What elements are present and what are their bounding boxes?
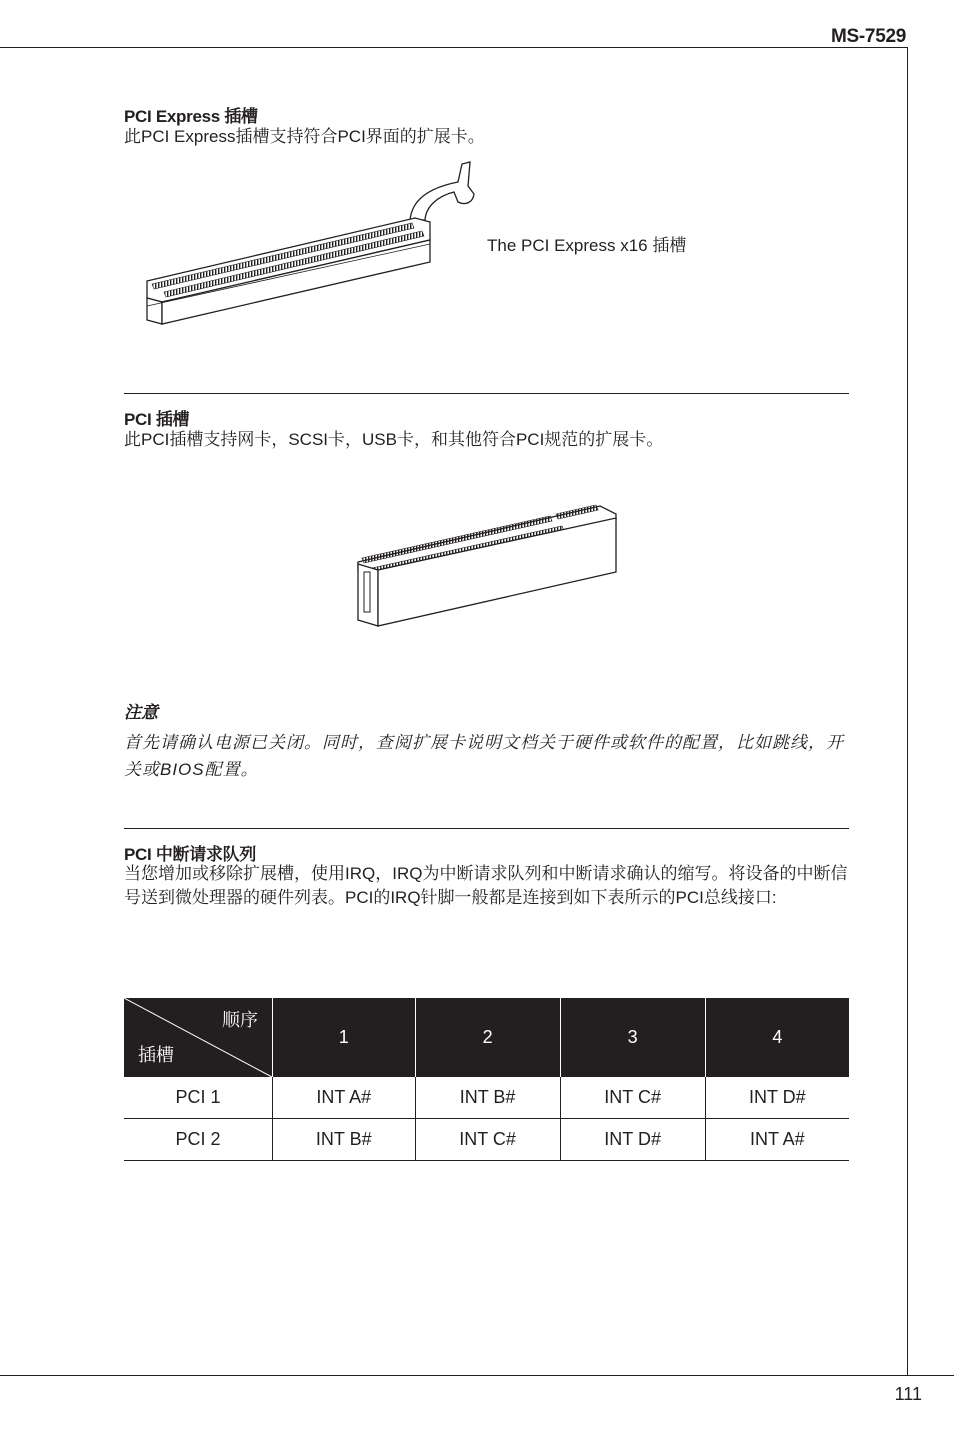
note-title: 注意: [124, 703, 158, 722]
irq-cell: INT C#: [415, 1119, 560, 1161]
pcie-heading: PCI Express 插槽: [124, 107, 258, 126]
footer-rule: [0, 1375, 954, 1376]
model-number: MS-7529: [831, 26, 906, 47]
column-header: 2: [415, 998, 560, 1077]
page-number: 111: [894, 1384, 922, 1404]
pci-slot-illustration: [350, 498, 625, 633]
column-header: 4: [705, 998, 849, 1077]
pcie-x16-slot-illustration: [140, 158, 490, 328]
header-rule: [0, 47, 908, 48]
pci-description: 此PCI插槽支持网卡，SCSI卡，USB卡，和其他符合PCI规范的扩展卡。: [124, 430, 664, 449]
irq-description: 当您增加或移除扩展槽，使用IRQ，IRQ为中断请求队列和中断请求确认的缩写。将设备的中断信号送到微处理器的硬件列表。PCI的IRQ针脚一般都是连接到如下表所示的PCI总线接口:: [124, 864, 848, 907]
pcie-slot-callout: The PCI Express x16 插槽: [487, 236, 687, 255]
irq-cell: INT B#: [415, 1077, 560, 1119]
pcie-description: 此PCI Express插槽支持符合PCI界面的扩展卡。: [124, 127, 485, 146]
slot-cell: PCI 2: [124, 1119, 273, 1161]
table-row: [124, 1119, 849, 1161]
irq-cell: INT A#: [705, 1119, 849, 1161]
column-axis-label: 顺序: [222, 1010, 258, 1030]
slot-cell: PCI 1: [124, 1077, 273, 1119]
section-divider: [124, 393, 849, 394]
section-divider: [124, 828, 849, 829]
note-body: 首先请确认电源已关闭。同时，查阅扩展卡说明文档关于硬件或软件的配置，比如跳线，开关或BIOS配置。: [124, 733, 844, 779]
irq-routing-table: [124, 998, 849, 1161]
column-header: 3: [560, 998, 705, 1077]
irq-cell: INT D#: [560, 1119, 705, 1161]
margin-rule: [907, 47, 908, 1376]
table-header-row: [124, 998, 849, 1077]
column-header: 1: [273, 998, 416, 1077]
irq-cell: INT D#: [705, 1077, 849, 1119]
table-row: [124, 1077, 849, 1119]
irq-cell: INT C#: [560, 1077, 705, 1119]
pci-heading: PCI 插槽: [124, 410, 190, 429]
row-axis-label: 插槽: [138, 1045, 174, 1065]
irq-heading: PCI 中断请求队列: [124, 845, 257, 864]
table-corner-cell: [124, 998, 273, 1077]
irq-cell: INT B#: [273, 1119, 416, 1161]
irq-cell: INT A#: [273, 1077, 416, 1119]
